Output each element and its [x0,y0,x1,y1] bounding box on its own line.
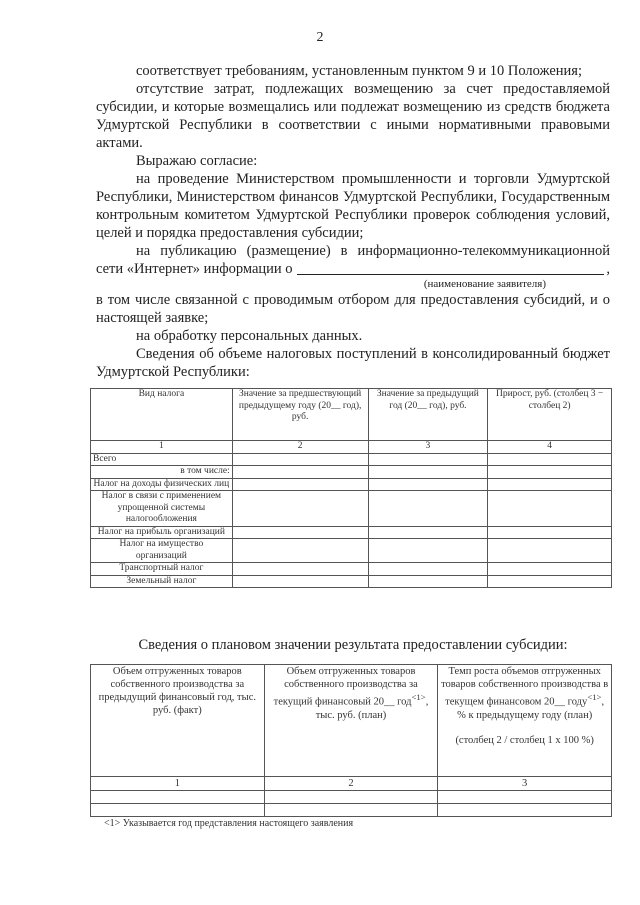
value-cell[interactable] [368,575,488,588]
paragraph-selection: в том числе связанной с проводимым отбором для предоставления субсидий, и о настоящей заявке; [96,292,610,326]
subsidy-result-table [90,664,612,817]
col-number: 2 [232,441,368,454]
row-label-transport-tax: Транспортный налог [91,563,233,576]
value-cell[interactable] [488,453,612,466]
value-cell[interactable] [368,539,488,563]
row-label-personal-income-tax: Налог на доходы физических лиц [91,478,233,491]
row-label-profit-tax: Налог на прибыль организаций [91,526,233,539]
table-row [91,539,612,563]
col-number: 3 [368,441,488,454]
paragraph-tax-info: Сведения об объеме налоговых поступлений в консолидированный бюджет Удмуртской Республики: [96,346,610,380]
table-row [91,478,612,491]
col-number: 1 [91,777,265,791]
application-text [96,62,610,381]
header-text: , тыс. руб. (план) [315,696,429,721]
page-number: 2 [316,30,324,45]
value-cell[interactable] [488,491,612,527]
value-cell[interactable] [368,563,488,576]
table-row [91,791,612,804]
table-row [91,491,612,527]
applicant-name-hint: (наименование заявителя) [423,278,546,290]
tax-revenue-table [90,388,612,588]
table-row [91,575,612,588]
table-row [91,466,612,479]
header-shipped-prev-year: Объем отгруженных товаров собственного производства за предыдущий финансовый год, тыс. руб. (факт) [91,665,265,777]
tax-table-header [91,389,612,441]
value-cell[interactable] [232,466,368,479]
row-label-property-tax: Налог на имущество организаций [91,539,233,563]
paragraph-no-costs: отсутствие затрат, подлежащих возмещению за счет предоставляемой субсидии, и которые возмещались или подлежат возмещению из средств бюджета Удмуртской Республики в соответствии с иными нормативными правовыми актами. [96,81,610,151]
footnote: <1> Указывается год представления настоящего заявления [104,818,354,829]
value-cell[interactable] [264,791,438,804]
header-prev-prev-year: Значение за предшествующий предыдущему году (20__ год), руб. [232,389,368,441]
value-cell[interactable] [232,539,368,563]
value-cell[interactable] [232,453,368,466]
header-growth-rate [438,665,612,777]
value-cell[interactable] [488,575,612,588]
tax-table-column-numbers [91,441,612,454]
table-row [91,453,612,466]
row-label-total: Всего [91,453,233,466]
row-label-including: в том числе: [91,466,233,479]
paragraph-consent-title: Выражаю согласие: [136,153,258,169]
value-cell[interactable] [232,526,368,539]
value-cell[interactable] [488,478,612,491]
table-row [91,804,612,817]
value-cell[interactable] [91,791,265,804]
value-cell[interactable] [368,526,488,539]
table-row [91,526,612,539]
result-table-column-numbers [91,777,612,791]
header-tax-type: Вид налога [91,389,233,441]
value-cell[interactable] [488,539,612,563]
value-cell[interactable] [232,575,368,588]
value-cell[interactable] [368,466,488,479]
publication-prefix: сети «Интернет» информации о [96,261,293,277]
publication-suffix: , [606,261,610,277]
row-label-simplified-tax: Налог в связи с применением упрощенной системы налогообложения [91,491,233,527]
value-cell[interactable] [488,526,612,539]
value-cell[interactable] [232,491,368,527]
table-row [91,563,612,576]
value-cell[interactable] [438,804,612,817]
header-growth: Прирост, руб. (столбец 3 − столбец 2) [488,389,612,441]
header-text: , % к предыдущему году (план) [457,696,605,721]
col-number: 4 [488,441,612,454]
value-cell[interactable] [368,453,488,466]
row-label-land-tax: Земельный налог [91,575,233,588]
footnote-ref: <1> [411,692,426,702]
applicant-name-field[interactable] [297,260,605,275]
header-text: Темп роста объемов отгруженных товаров собственного производства в текущем финансовом 20__ году [441,666,609,708]
paragraph-compliance: соответствует требованиям, установленным пунктом 9 и 10 Положения; [136,63,583,79]
header-prev-year: Значение за предыдущий год (20__ год), руб. [368,389,488,441]
value-cell[interactable] [488,563,612,576]
value-cell[interactable] [438,791,612,804]
value-cell[interactable] [368,491,488,527]
value-cell[interactable] [232,478,368,491]
result-heading: Сведения о плановом значении результата предоставлении субсидии: [138,637,568,653]
value-cell[interactable] [488,466,612,479]
footnote-ref: <1> [587,692,602,702]
formula: (столбец 2 / столбец 1 х 100 %) [455,734,594,746]
col-number: 3 [438,777,612,791]
header-shipped-current-year [264,665,438,777]
paragraph-inspection-consent: на проведение Министерством промышленности и торговли Удмуртской Республики, Министерством финансов Удмуртской Республики, Государственным контрольным комитетом Удмуртской Республики проверок соблюдения условий, целей и порядка предоставления субсидии; [96,171,610,241]
result-table-header [91,665,612,777]
value-cell[interactable] [232,563,368,576]
paragraph-personal-data: на обработку персональных данных. [136,328,363,344]
value-cell[interactable] [368,478,488,491]
col-number: 2 [264,777,438,791]
paragraph-publication-consent: на публикацию (размещение) в информационно-телекоммуникационной [136,243,610,259]
header-text: Объем отгруженных товаров собственного производства за текущий финансовый 20__ год [273,666,418,708]
publication-line [96,260,610,278]
col-number: 1 [91,441,233,454]
value-cell[interactable] [264,804,438,817]
value-cell[interactable] [91,804,265,817]
